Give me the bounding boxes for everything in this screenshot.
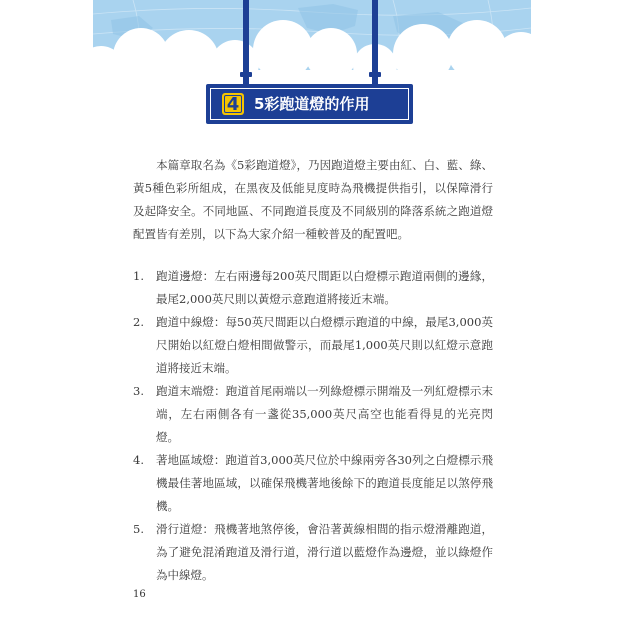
sky-clouds-illustration <box>93 0 531 150</box>
list-item-number: 1. <box>133 269 144 283</box>
intro-text: 本篇章取名為《5彩跑道燈》，乃因跑道燈主要由紅、白、藍、綠、黃5種色彩所組成，在黑夜及低能見度時為飛機提供指引，以保障滑行及起降安全。不同地區、不同跑道長度及不同級別的降落系統之跑道燈配置皆有差別，以下為大家介紹一種較普及的配置吧。 <box>133 158 493 241</box>
chapter-title: 5彩跑道燈的作用 <box>254 95 370 113</box>
list-item <box>133 265 493 311</box>
list-item-text: 跑道末端燈：跑道首尾兩端以一列綠燈標示開端及一列紅燈標示末端，左右兩側各有一盞從35,000英尺高空也能看得見的光亮閃燈。 <box>156 384 493 444</box>
list-item-text: 滑行道燈：飛機著地煞停後，會沿著黃線相間的指示燈滑離跑道，為了避免混淆跑道及滑行道，滑行道以藍燈作為邊燈，並以綠燈作為中線燈。 <box>156 522 493 582</box>
book-page <box>93 0 531 620</box>
page-number: 16 <box>133 589 146 600</box>
list-item <box>133 380 493 449</box>
intro-paragraph <box>133 154 493 246</box>
chapter-number: 4 <box>226 93 240 115</box>
chapter-banner <box>206 84 413 124</box>
list-item-number: 3. <box>133 384 144 398</box>
list-item-text: 跑道邊燈：左右兩邊每200英尺間距以白燈標示跑道兩側的邊緣，最尾2,000英尺則以黃燈示意跑道將接近末端。 <box>156 269 493 306</box>
list-item <box>133 449 493 518</box>
list-item <box>133 518 493 587</box>
list-item-text: 著地區域燈：跑道首3,000英尺位於中線兩旁各30列之白燈標示飛機最佳著地區域，以確保飛機著地後餘下的跑道長度能足以煞停飛機。 <box>156 453 493 513</box>
list-item-number: 5. <box>133 522 144 536</box>
chapter-number-badge <box>222 93 244 115</box>
sign-post-left-cap <box>240 72 252 77</box>
sign-post-right-cap <box>369 72 381 77</box>
list-item-number: 4. <box>133 453 144 467</box>
list-item-number: 2. <box>133 315 144 329</box>
list-item-text: 跑道中線燈：每50英尺間距以白燈標示跑道的中線，最尾3,000英尺開始以紅燈白燈相間做警示，而最尾1,000英尺則以紅燈示意跑道將接近末端。 <box>156 315 493 375</box>
list-item <box>133 311 493 380</box>
body-text <box>133 154 493 587</box>
runway-lights-list <box>133 265 493 587</box>
